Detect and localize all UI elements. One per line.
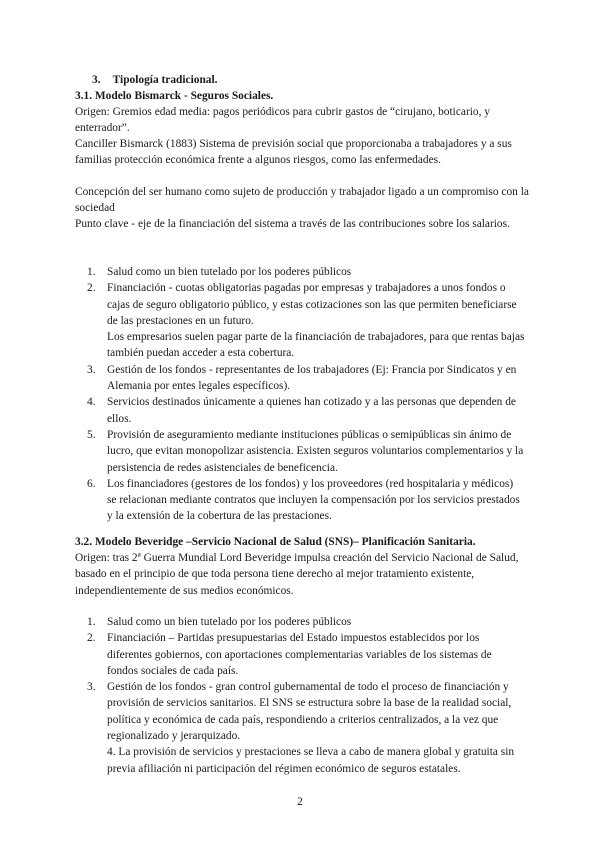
section-number: 3.: [92, 74, 101, 86]
list-text: Financiación – Partidas presupuestarias del Estado impuestos establecidos por los diferentes gobiernos, con aportaciones complementarias variables de los sistemas de fondos sociales de cada país.: [107, 632, 492, 677]
list-text: Salud como un bien tutelado por los poderes públicos: [107, 616, 352, 628]
list-number: 6.: [87, 477, 96, 490]
bismarck-key-point: Punto clave - eje de la financiación del sistema a través de las contribuciones sobre los salarios.: [75, 218, 510, 230]
section-heading: [92, 72, 218, 88]
list-text-continuation: Los empresarios suelen pagar parte de la financiación de trabajadores, para que rentas bajas también puedan acceder a esta cobertura.: [107, 331, 525, 360]
list-number: 1.: [87, 616, 96, 628]
list-text: Financiación - cuotas obligatorias pagadas por empresas y trabajadores a unos fondos o cajas de seguro obligatorio público, y estas cotizaciones son las que permiten beneficiarse de las prestaciones en un futuro.: [107, 282, 517, 327]
list-item: [75, 630, 525, 679]
page-number: 2: [297, 796, 303, 808]
list-number: 3.: [87, 363, 96, 376]
list-item: [75, 280, 525, 361]
bismarck-list: [75, 264, 525, 525]
list-text: Servicios destinados únicamente a quienes han cotizado y a las personas que dependen de ellos.: [107, 396, 516, 425]
beveridge-list: [75, 614, 525, 777]
list-text-continuation: 4. La provisión de servicios y prestaciones se lleva a cabo de manera global y gratuita sin previa afiliación ni participación del régimen económico de seguros estatales.: [107, 746, 515, 775]
bismarck-chancellor: Canciller Bismarck (1883) Sistema de previsión social que proporcionaba a trabajadores y a sus familias protección económica frente a algunos riesgos, como las enfermedades.: [75, 138, 512, 167]
list-text: Gestión de los fondos - gran control gubernamental de todo el proceso de financiación y provisión de servicios sanitarios. El SNS se estructura sobre la base de la realidad social, política y económica de cada país, respondiendo a criterios centralizados, a la vez que regionalizado y jerarquizado.: [107, 681, 512, 743]
bismarck-origin: Origen: Gremios edad media: pagos periódicos para cubrir gastos de “cirujano, boticario, y enterrador”.: [75, 106, 490, 135]
bismarck-heading: 3.1. Modelo Bismarck - Seguros Sociales.: [75, 90, 274, 102]
list-item: [75, 427, 525, 476]
list-number: 1.: [87, 266, 96, 278]
list-item: [75, 362, 525, 395]
list-text: Salud como un bien tutelado por los poderes públicos: [107, 266, 352, 278]
beveridge-origin: Origen: tras 2ª Guerra Mundial Lord Beveridge impulsa creación del Servicio Nacional de Salud, basado en el principio de que toda persona tiene derecho al mejor tratamiento existente, independientemente de sus medios económicos.: [75, 552, 519, 597]
list-text: Provisión de aseguramiento mediante instituciones públicas o semipúblicas sin ánimo de lucro, que evitan monopolizar asistencia. Existen seguros voluntarios complementarios y la persistencia de redes asistenciales de beneficencia.: [107, 428, 524, 474]
list-number: 4.: [87, 396, 96, 409]
list-number: 2.: [87, 632, 96, 645]
list-number: 5.: [87, 428, 96, 441]
list-number: 3.: [87, 681, 96, 694]
list-text: Los financiadores (gestores de los fondos) y los proveedores (red hospitalaria y médicos) se relacionan mediante contratos que incluyen la compensación por los servicios prestados y la extensión de la cobertura de las prestaciones.: [107, 477, 520, 523]
list-item: [75, 679, 525, 777]
list-item: [75, 614, 525, 630]
list-text: Gestión de los fondos - representantes de los trabajadores (Ej: Francia por Sindicatos y en Alemania por entes legales específicos).: [107, 363, 517, 393]
list-item: [75, 476, 525, 525]
bismarck-concept: Concepción del ser humano como sujeto de producción y trabajador ligado a un compromiso con la sociedad: [75, 186, 529, 215]
beveridge-heading: 3.2. Modelo Beveridge –Servicio Nacional de Salud (SNS)– Planificación Sanitaria.: [75, 536, 476, 548]
section-title: Tipología tradicional.: [112, 74, 218, 86]
list-item: [75, 264, 525, 280]
list-item: [75, 394, 525, 427]
list-number: 2.: [87, 282, 96, 295]
